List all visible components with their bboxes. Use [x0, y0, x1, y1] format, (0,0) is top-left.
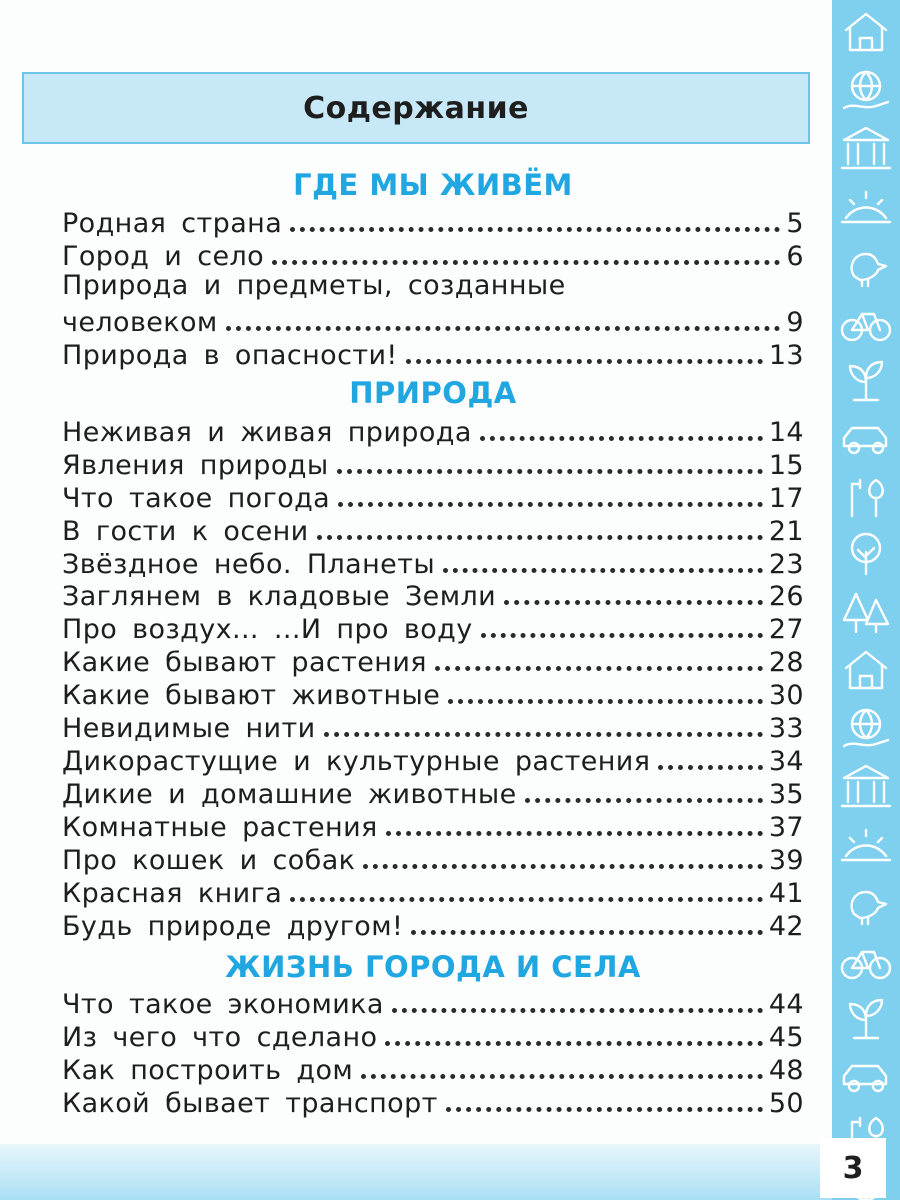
toc-entry	[62, 908, 804, 942]
toc-entry-page: 15	[768, 450, 804, 481]
toc-entry-title: Комнатные растения	[62, 812, 378, 843]
dot-leader	[337, 469, 763, 474]
dot-leader	[361, 1074, 763, 1079]
toc-entry	[62, 611, 804, 645]
toc-entry	[62, 710, 804, 744]
dot-leader	[448, 699, 763, 704]
toc-entry-title: Дикие и домашние животные	[62, 779, 517, 810]
toc-entry-page: 48	[768, 1055, 804, 1086]
bank-icon	[842, 128, 890, 168]
toc-entry-page: 26	[768, 581, 804, 612]
section-heading: ЖИЗНЬ ГОРОДА И СЕЛА	[225, 950, 641, 984]
toc-entry	[62, 1052, 804, 1086]
toc-entry-title: Про кошек и собак	[62, 845, 356, 876]
toc-entry-title: Будь природе другом!	[62, 911, 404, 942]
toc-entry	[62, 1019, 804, 1053]
dot-leader	[411, 930, 763, 935]
toc-entry-page: 42	[768, 911, 804, 942]
toc-entry-title: Из чего что сделано	[62, 1022, 378, 1053]
toc-entry-page: 17	[768, 483, 804, 514]
dot-leader	[290, 227, 780, 232]
toc-entry-page: 50	[768, 1088, 804, 1119]
toc-entry	[62, 842, 804, 876]
toc-entry-title: Какие бывают животные	[62, 680, 441, 711]
toc-entry-page: 5	[786, 208, 804, 239]
dot-leader	[272, 260, 780, 265]
dot-leader	[446, 1107, 763, 1112]
sprout-icon	[850, 362, 882, 400]
dot-leader	[658, 765, 762, 770]
dot-leader	[317, 535, 763, 540]
dot-leader	[443, 568, 763, 573]
toc-entry-title: Дикорастущие и культурные растения	[62, 746, 651, 777]
dot-leader	[406, 359, 763, 364]
toc-entry	[62, 677, 804, 711]
toc-entry	[62, 875, 804, 909]
bicycle-icon	[842, 952, 890, 978]
toc-entry-title: Какой бывает транспорт	[62, 1088, 438, 1119]
dot-leader	[435, 666, 763, 671]
bottom-band	[0, 1144, 832, 1200]
toc-entry-page: 33	[768, 713, 804, 744]
toc-entry	[62, 513, 804, 547]
toc-entry	[62, 447, 804, 481]
sprout-icon	[850, 1000, 882, 1038]
contents-title: Содержание	[22, 72, 810, 144]
dot-leader	[324, 732, 763, 737]
toc-entry-title: Неживая и живая природа	[62, 417, 472, 448]
decorative-icon-strip	[832, 0, 900, 1200]
toc-entry-page: 45	[768, 1022, 804, 1053]
toc-entry	[62, 1085, 804, 1119]
dot-leader	[392, 1008, 763, 1013]
toc-entry-page: 34	[768, 746, 804, 777]
section-heading: ПРИРОДА	[349, 376, 517, 410]
globe-hand-icon	[844, 72, 888, 108]
toc-entry-title: человеком	[62, 307, 218, 338]
toc-entry-title: Невидимые нити	[62, 713, 316, 744]
toc-entry	[62, 743, 804, 777]
dot-leader	[290, 897, 763, 902]
toc-entry-page: 35	[768, 779, 804, 810]
dot-leader	[525, 798, 763, 803]
toc-entry-page: 28	[768, 647, 804, 678]
toc-entry-title: Звёздное небо. Планеты	[62, 549, 436, 580]
bicycle-icon	[842, 314, 890, 340]
house-icon	[846, 652, 886, 688]
toc-entry-title: Город и село	[62, 241, 265, 272]
dot-leader	[480, 436, 763, 441]
bank-icon	[842, 766, 890, 806]
section-heading: ГДЕ МЫ ЖИВЁМ	[293, 168, 573, 202]
toc-entry	[62, 776, 804, 810]
dot-leader	[386, 831, 763, 836]
toc-entry-title: Природа в опасности!	[62, 340, 398, 371]
toc-entry-title: Про воздух... ...И про воду	[62, 614, 473, 645]
toc-entry	[62, 304, 804, 338]
page-number: 3	[820, 1138, 886, 1198]
fir-trees-icon	[844, 594, 888, 632]
toc-entry-page: 27	[768, 614, 804, 645]
toc-entry-page: 37	[768, 812, 804, 843]
dot-leader	[363, 864, 762, 869]
sunrise-icon	[842, 830, 890, 860]
toc-entry-title: Какие бывают растения	[62, 647, 427, 678]
toc-entry-title: Явления природы	[62, 450, 329, 481]
toc-entry-title: Красная книга	[62, 878, 283, 909]
car-icon	[844, 428, 886, 453]
dot-leader	[481, 633, 763, 638]
toc-entry	[62, 644, 804, 678]
sunrise-icon	[842, 192, 890, 222]
toc-entry-page: 21	[768, 516, 804, 547]
toc-entry-page: 14	[768, 417, 804, 448]
toc-entry-title: Что такое погода	[62, 483, 331, 514]
toc-entry-page: 30	[768, 680, 804, 711]
toc-entry-title: Родная страна	[62, 208, 283, 239]
toc-entry	[62, 414, 804, 448]
bird-icon	[852, 254, 886, 286]
toc-entry	[62, 238, 804, 272]
toc-entry	[62, 986, 804, 1020]
toc-entry	[62, 546, 804, 580]
toc-entry	[62, 809, 804, 843]
toc-entry	[62, 480, 804, 514]
toc-entry-page: 6	[786, 241, 804, 272]
toc-entry-page: 44	[768, 989, 804, 1020]
toc-entry-title-line1: Природа и предметы, созданные	[62, 270, 566, 301]
tree-icon	[852, 534, 880, 574]
toc-entry-title: В гости к осени	[62, 516, 309, 547]
toc-entry-page: 9	[786, 307, 804, 338]
bird-icon	[852, 892, 886, 924]
dot-leader	[504, 600, 763, 605]
strip-icons	[832, 0, 900, 1200]
dot-leader	[338, 502, 763, 507]
toc-entry	[62, 578, 804, 612]
toc-entry-title: Что такое экономика	[62, 989, 384, 1020]
toc-entry-page: 39	[768, 845, 804, 876]
lamp-tree-icon	[852, 480, 883, 516]
house-icon	[846, 14, 886, 50]
car-icon	[844, 1066, 886, 1091]
toc-entry-page: 41	[768, 878, 804, 909]
dot-leader	[385, 1041, 762, 1046]
dot-leader	[226, 326, 781, 331]
toc-entry	[62, 337, 804, 371]
toc-entry-page: 23	[768, 549, 804, 580]
toc-entry-title: Как построить дом	[62, 1055, 354, 1086]
toc-entry-page: 13	[768, 340, 804, 371]
globe-hand-icon	[844, 710, 888, 746]
toc-entry-title: Заглянем в кладовые Земли	[62, 581, 497, 612]
toc-entry	[62, 205, 804, 239]
